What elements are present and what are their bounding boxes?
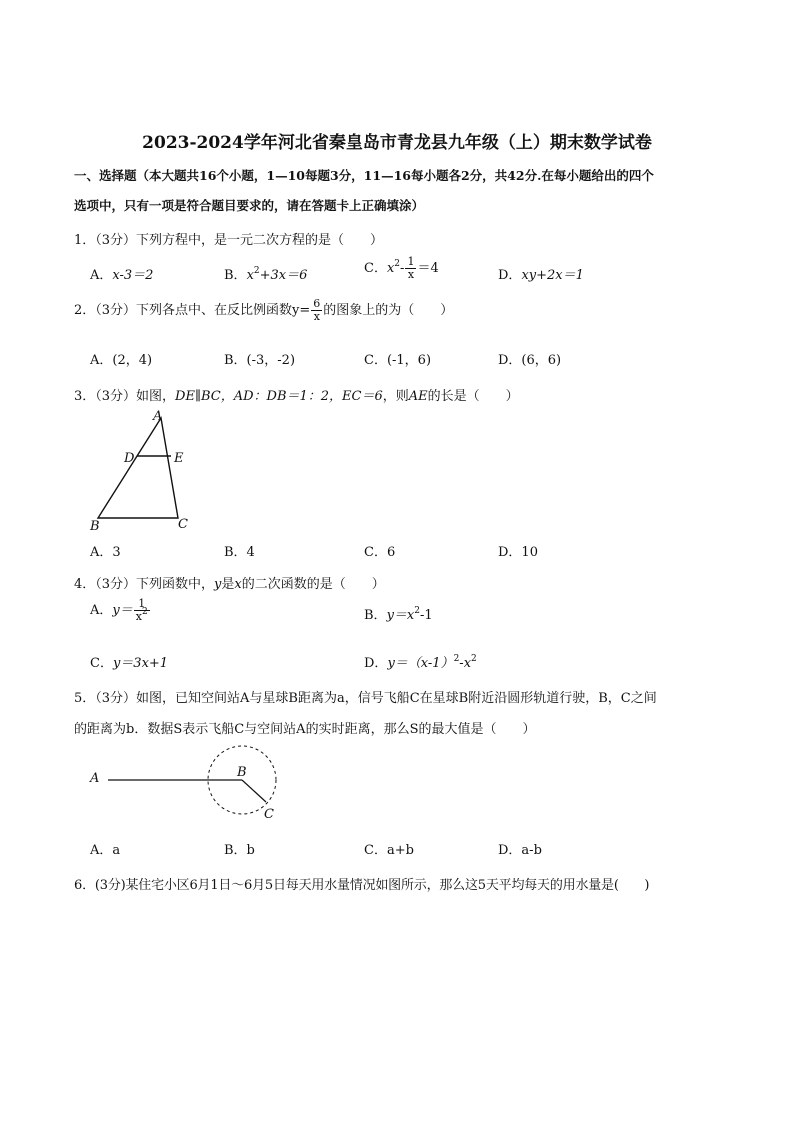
page-title: 2023-2024学年河北省秦皇岛市青龙县九年级（上）期末数学试卷 xyxy=(142,133,652,153)
label-d: D xyxy=(124,451,135,466)
q4-stem: 4．（3分）下列函数中，y是x的二次函数的是（ ） xyxy=(74,577,385,592)
q1-stem: 1．（3分）下列方程中，是一元二次方程的是（ ） xyxy=(74,233,384,248)
q5-orbit-figure xyxy=(86,742,296,826)
q2-stem: 2．（3分）下列各点中、在反比例函数y= $\frac{6}{x}$ 的图象上的为（ ） xyxy=(74,297,454,323)
q4-a-fraction: $\frac{1}{x^2}$ xyxy=(135,597,148,623)
q4-option-d: D．$y=(x-1)^2-x^2$ xyxy=(364,654,477,671)
q4-option-a: A．y＝ $\frac{1}{x^2}$ xyxy=(90,597,148,623)
label-c: C xyxy=(178,517,188,532)
q5-stem-line2: 的距离为b．数据S表示飞船C与空间站A的实时距离，那么S的最大值是（ ） xyxy=(74,722,536,737)
q2-option-b: B．(-3，-2) xyxy=(224,353,296,368)
q6-stem: 6．(3分)某住宅小区6月1日～6月5日每天用水量情况如图所示，那么这5天平均每天的用水量是( ) xyxy=(74,878,650,893)
q4-option-c: C．y＝3x+1 xyxy=(90,656,169,671)
label-a: A xyxy=(90,771,100,786)
q5-stem-line1: 5．（3分）如图，已知空间站A与星球B距离为a，信号飞船C在星球B附近沿圆形轨道行驶，B，C之间 xyxy=(74,691,657,706)
q2-option-d: D．(6，6) xyxy=(498,353,562,368)
q3-stem: 3．（3分）如图，DE∥BC，AD：DB＝1：2，EC＝6，则AE的长是（ ） xyxy=(74,389,519,404)
segment-bc xyxy=(242,780,266,802)
q5-option-c: C．a+b xyxy=(364,843,414,858)
label-c: C xyxy=(264,807,274,822)
q4-option-b: B．$y=x^2-1$ xyxy=(364,606,433,623)
q1-option-d: D．xy+2x＝1 xyxy=(498,268,584,283)
section-heading-line2: 选项中，只有一项是符合题目要求的，请在答题卡上正确填涂） xyxy=(74,198,425,213)
label-e: E xyxy=(174,451,184,466)
q1-option-b: B．$x^2+3x=6$ xyxy=(224,266,308,283)
q1-c-fraction: $\frac{1}{x}$ xyxy=(407,255,415,281)
q2-option-a: A．(2，4) xyxy=(90,353,153,368)
q1-option-a: A．x-3＝2 xyxy=(90,268,154,283)
q3-option-c: C．6 xyxy=(364,545,396,560)
q1-option-c: C．$x^2-$ $\frac{1}{x}$ ＝4 xyxy=(364,255,439,281)
q5-option-a: A．a xyxy=(90,843,121,858)
q3-triangle-figure xyxy=(86,404,206,536)
q3-option-d: D．10 xyxy=(498,545,538,560)
q3-option-a: A．3 xyxy=(90,545,121,560)
q2-option-c: C．(-1，6) xyxy=(364,353,432,368)
label-b: B xyxy=(237,765,247,780)
q5-option-b: B．b xyxy=(224,843,255,858)
label-b: B xyxy=(90,519,100,534)
section-heading-line1: 一、选择题（本大题共16个小题，1—10每题3分，11—16每小题各2分，共42分.在每小题给出的四个 xyxy=(74,168,654,183)
q3-option-b: B．4 xyxy=(224,545,255,560)
triangle-abc xyxy=(98,418,178,518)
label-a: A xyxy=(153,409,163,424)
q2-function-fraction: $\frac{6}{x}$ xyxy=(313,297,321,323)
q5-option-d: D．a-b xyxy=(498,843,542,858)
